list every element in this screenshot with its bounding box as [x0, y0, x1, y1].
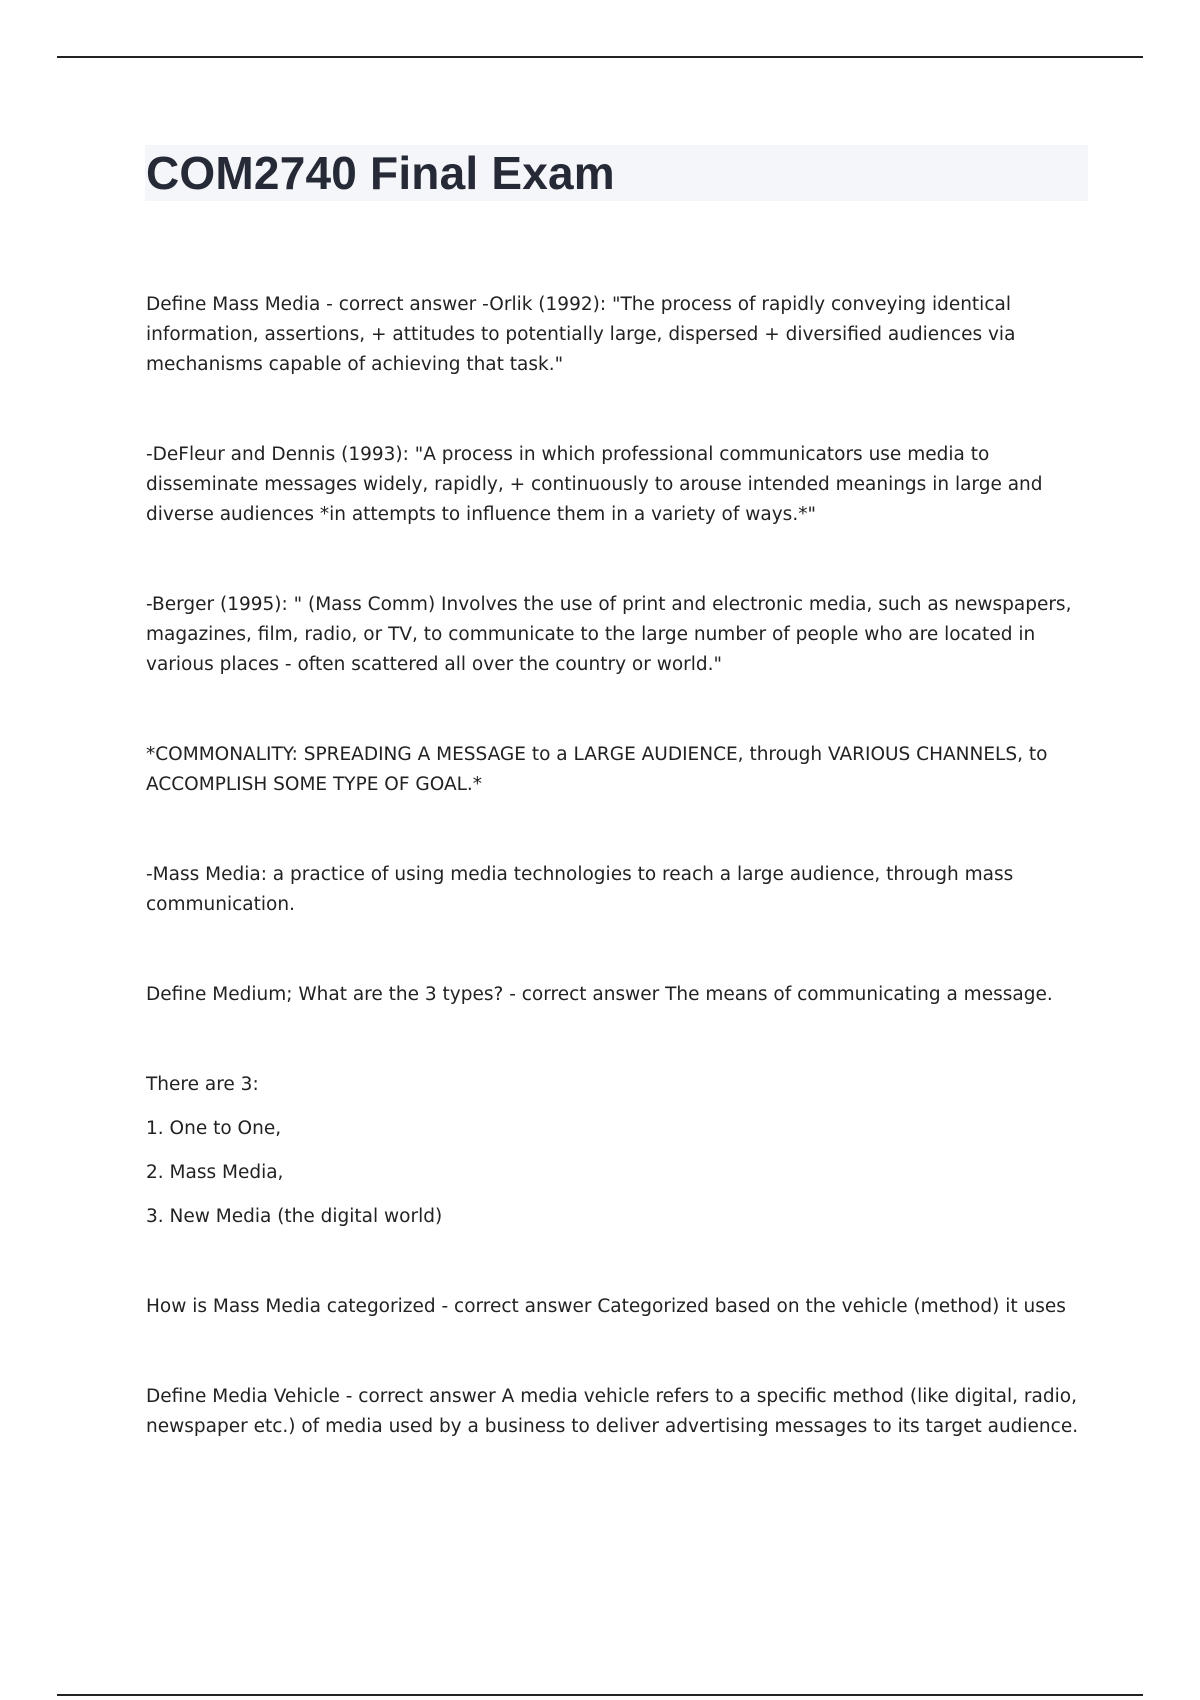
footer-rule [57, 1694, 1143, 1696]
header-rule [57, 56, 1143, 58]
paragraph-define-medium: Define Medium; What are the 3 types? - correct answer The means of communicating a message. [146, 984, 1053, 1005]
paragraph-defleur-dennis: -DeFleur and Dennis (1993): "A process in which professional communicators use media to disseminate messages widely, rapidly, + continuously to arouse intended meanings in large and diverse audiences *in attempts to influence them in a variety of ways.*" [146, 444, 1043, 525]
paragraph-mass-media-categorized: How is Mass Media categorized - correct answer Categorized based on the vehicle (method) it uses [146, 1296, 1066, 1317]
paragraph-there-are-3: There are 3: [146, 1074, 259, 1095]
list-item-one-to-one: 1. One to One, [146, 1118, 282, 1139]
paragraph-mass-media-practice: -Mass Media: a practice of using media technologies to reach a large audience, through mass communication. [146, 864, 1014, 915]
paragraph-commonality: *COMMONALITY: SPREADING A MESSAGE to a LARGE AUDIENCE, through VARIOUS CHANNELS, to ACCOMPLISH SOME TYPE OF GOAL.* [146, 744, 1048, 795]
paragraph-define-mass-media: Define Mass Media - correct answer -Orlik (1992): "The process of rapidly conveying identical information, assertions, + attitudes to potentially large, dispersed + diversified audiences via mechanisms capable of achieving that task." [146, 294, 1016, 375]
document-body [146, 290, 1096, 1442]
paragraph-define-media-vehicle: Define Media Vehicle - correct answer A media vehicle refers to a specific method (like digital, radio, newspaper etc.) of media used by a business to deliver advertising messages to its target audience. [146, 1386, 1079, 1437]
list-item-new-media: 3. New Media (the digital world) [146, 1206, 443, 1227]
paragraph-berger: -Berger (1995): " (Mass Comm) Involves the use of print and electronic media, such as newspapers, magazines, film, radio, or TV, to communicate to the large number of people who are located in various places - often scattered all over the country or world." [146, 594, 1072, 675]
list-item-mass-media: 2. Mass Media, [146, 1162, 284, 1183]
document-title: COM2740 Final Exam [146, 147, 615, 199]
